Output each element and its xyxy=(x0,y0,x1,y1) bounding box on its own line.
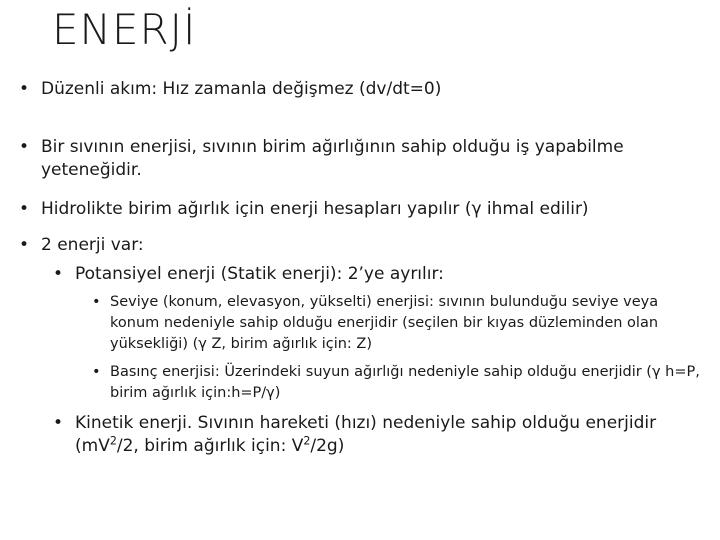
sub-sub-bullet-elevation-energy xyxy=(92,292,710,355)
bullet-dot-icon: • xyxy=(19,199,30,219)
bullet-item-unit-weight xyxy=(19,198,701,221)
sub-bullet-kinetic-energy xyxy=(53,412,695,458)
bullet-dot-icon: • xyxy=(92,364,101,380)
bullet-text: 2 enerji var: xyxy=(41,235,144,255)
bullet-item-fluid-energy xyxy=(19,136,701,182)
kinetic-text-part-2: /2, birim ağırlık için: V xyxy=(116,436,304,456)
bullet-dot-icon: • xyxy=(53,413,64,433)
bullet-dot-icon: • xyxy=(53,264,64,284)
bullet-text: Seviye (konum, elevasyon, yükselti) enerjisi: sıvının bulunduğu seviye veya konum nedeniyle sahip olduğu enerjidir (seçilen bir kıyas düzleminden olan yüksekliği) (γ Z, birim ağırlık için: Z) xyxy=(110,294,659,352)
bullet-text: Basınç enerjisi: Üzerindeki suyun ağırlığı nedeniyle sahip olduğu enerjidir (γ h=P, birim ağırlık için:h=P/γ) xyxy=(110,364,700,401)
bullet-text xyxy=(75,412,695,458)
bullet-item-two-energies xyxy=(19,234,701,257)
superscript-2: 2 xyxy=(303,434,311,448)
bullet-text: Potansiyel enerji (Statik enerji): 2’ye ayrılır: xyxy=(75,264,444,284)
superscript-2: 2 xyxy=(109,434,117,448)
kinetic-text-part-1: Kinetik enerji. Sıvının hareketi (hızı) nedeniyle sahip olduğu enerjidir (mV xyxy=(75,413,657,456)
bullet-dot-icon: • xyxy=(19,137,30,157)
sub-bullet-potential-energy xyxy=(53,263,695,286)
slide-title: ENERJİ xyxy=(52,5,197,54)
bullet-dot-icon: • xyxy=(19,79,30,99)
bullet-text: Düzenli akım: Hız zamanla değişmez (dv/dt=0) xyxy=(41,79,442,99)
sub-sub-bullet-pressure-energy xyxy=(92,362,710,404)
bullet-item-steady-flow xyxy=(19,78,701,101)
kinetic-text-part-3: /2g) xyxy=(310,436,345,456)
bullet-text: Hidrolikte birim ağırlık için enerji hesapları yapılır (γ ihmal edilir) xyxy=(41,199,589,219)
bullet-dot-icon: • xyxy=(19,235,30,255)
bullet-text: Bir sıvının enerjisi, sıvının birim ağırlığının sahip olduğu iş yapabilme yeteneğidir. xyxy=(41,137,624,180)
bullet-dot-icon: • xyxy=(92,294,101,310)
